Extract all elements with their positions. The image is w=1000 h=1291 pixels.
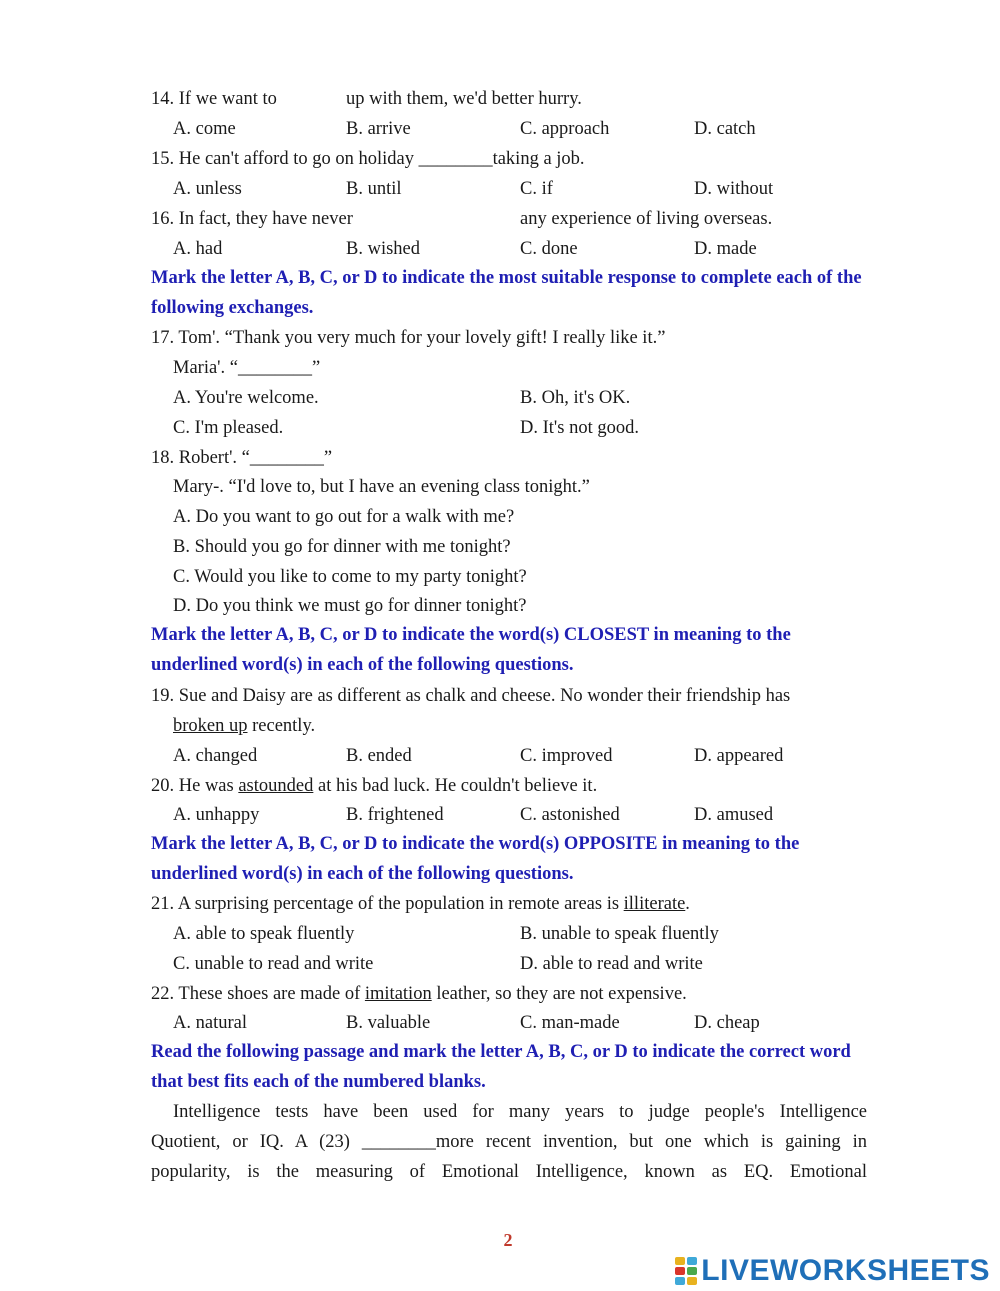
instruction-closest: Mark the letter A, B, C, or D to indicate the word(s) CLOSEST in meaning to the underlined word(s) in each of the following questions.: [151, 625, 791, 675]
q18-option-b[interactable]: B. Should you go for dinner with me tonight?: [173, 537, 511, 557]
q21-option-a[interactable]: A. able to speak fluently: [173, 924, 355, 944]
q21-option-d[interactable]: D. able to read and write: [520, 954, 703, 974]
q22-underlined: imitation: [364, 984, 432, 1004]
q15-option-a[interactable]: A. unless: [173, 179, 242, 199]
q17-option-d[interactable]: D. It's not good.: [520, 418, 639, 438]
instruction-passage: Read the following passage and mark the letter A, B, C, or D to indicate the correct word that best fits each of the numbered blanks.: [151, 1042, 851, 1092]
liveworksheets-logo: [675, 1254, 990, 1288]
q14-option-d[interactable]: D. catch: [694, 119, 756, 139]
q15-option-d[interactable]: D. without: [694, 179, 774, 199]
q17-reply: Maria'. “________”: [173, 358, 321, 378]
q16-stem-rest: any experience of living overseas.: [520, 209, 773, 229]
q14-stem: 14. If we want to: [151, 89, 277, 109]
q21-option-b[interactable]: B. unable to speak fluently: [520, 924, 719, 944]
q18-option-c[interactable]: C. Would you like to come to my party tonight?: [173, 567, 527, 587]
q20-option-c[interactable]: C. astonished: [520, 805, 620, 825]
q16-option-c[interactable]: C. done: [520, 239, 578, 259]
q22-option-b[interactable]: B. valuable: [346, 1013, 431, 1033]
q19-option-a[interactable]: A. changed: [173, 746, 258, 766]
q14-option-a[interactable]: A. come: [173, 119, 236, 139]
q15-option-b[interactable]: B. until: [346, 179, 402, 199]
q20-option-b[interactable]: B. frightened: [346, 805, 444, 825]
q22-option-c[interactable]: C. man-made: [520, 1013, 620, 1033]
q17-option-a[interactable]: A. You're welcome.: [173, 388, 319, 408]
q18-stem: 18. Robert'. “________”: [151, 448, 333, 468]
passage-line-2: Quotient, or IQ. A (23) ________more recent invention, but one which is gaining in: [151, 1132, 867, 1152]
q20-option-a[interactable]: A. unhappy: [173, 805, 260, 825]
liveworksheets-logo-icon: [675, 1257, 697, 1285]
q21-underlined: illiterate: [623, 894, 686, 914]
q17-option-b[interactable]: B. Oh, it's OK.: [520, 388, 631, 408]
q15-stem: 15. He can't afford to go on holiday ________taking a job.: [151, 149, 585, 169]
q20-underlined: astounded: [238, 776, 314, 796]
instruction-opposite: Mark the letter A, B, C, or D to indicate the word(s) OPPOSITE in meaning to the underlined word(s) in each of the following questions.: [151, 834, 800, 884]
q17-option-c[interactable]: C. I'm pleased.: [173, 418, 284, 438]
q15-option-c[interactable]: C. if: [520, 179, 553, 199]
q22-stem: 22. These shoes are made of imitation leather, so they are not expensive.: [151, 984, 687, 1004]
q19-option-c[interactable]: C. improved: [520, 746, 613, 766]
q14-option-c[interactable]: C. approach: [520, 119, 610, 139]
q20-option-d[interactable]: D. amused: [694, 805, 774, 825]
passage-line-1: Intelligence tests have been used for many years to judge people's Intelligence: [173, 1102, 867, 1122]
q19-option-d[interactable]: D. appeared: [694, 746, 784, 766]
q14-stem-rest: up with them, we'd better hurry.: [346, 89, 582, 109]
q19-stem: 19. Sue and Daisy are as different as chalk and cheese. No wonder their friendship has: [151, 686, 791, 706]
q20-stem: 20. He was astounded at his bad luck. He couldn't believe it.: [151, 776, 598, 796]
page-number: 2: [503, 1230, 513, 1250]
q14-option-b[interactable]: B. arrive: [346, 119, 411, 139]
q16-option-b[interactable]: B. wished: [346, 239, 420, 259]
q22-option-d[interactable]: D. cheap: [694, 1013, 760, 1033]
q21-stem: 21. A surprising percentage of the population in remote areas is illiterate.: [151, 894, 690, 914]
q16-option-d[interactable]: D. made: [694, 239, 757, 259]
q18-option-a[interactable]: A. Do you want to go out for a walk with me?: [173, 507, 515, 527]
q18-option-d[interactable]: D. Do you think we must go for dinner tonight?: [173, 596, 527, 616]
q19-option-b[interactable]: B. ended: [346, 746, 412, 766]
q21-option-c[interactable]: C. unable to read and write: [173, 954, 374, 974]
instruction-exchanges: Mark the letter A, B, C, or D to indicate the most suitable response to complete each of the following exchanges.: [151, 268, 862, 318]
q16-option-a[interactable]: A. had: [173, 239, 223, 259]
q22-option-a[interactable]: A. natural: [173, 1013, 247, 1033]
q18-reply: Mary-. “I'd love to, but I have an evening class tonight.”: [173, 477, 590, 497]
q19-stem-cont: broken up recently.: [173, 716, 316, 736]
q19-underlined: broken up: [173, 716, 248, 736]
passage-line-3: popularity, is the measuring of Emotional Intelligence, known as EQ. Emotional: [151, 1162, 867, 1182]
logo-text: LIVEWORKSHEETS: [701, 1254, 990, 1287]
q16-stem: 16. In fact, they have never: [151, 209, 353, 229]
q17-stem: 17. Tom'. “Thank you very much for your lovely gift! I really like it.”: [151, 328, 666, 348]
